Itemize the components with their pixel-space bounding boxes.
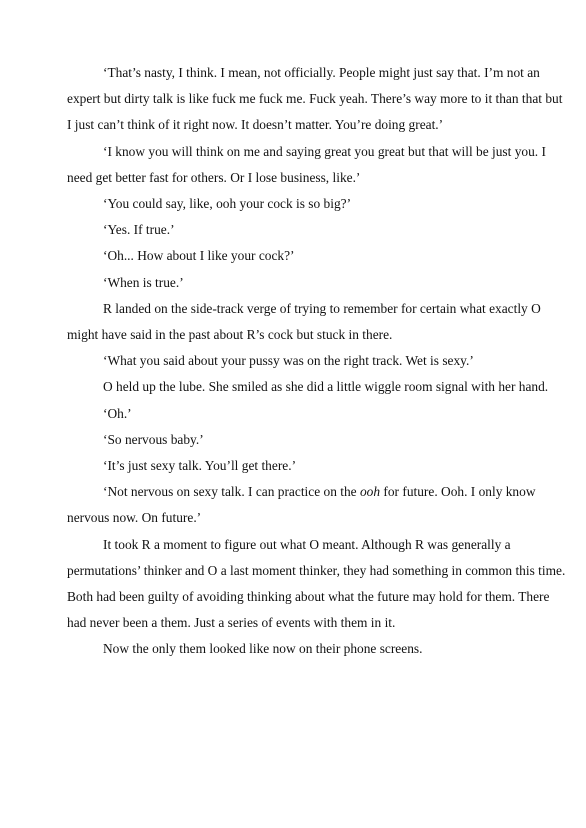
body-text [67,60,566,663]
text-line [67,479,536,505]
text-line: had never been a them. Just a series of events with them in it. [67,615,396,631]
text-line: ‘Yes. If true.’ [103,222,175,238]
text-line: ‘Oh.’ [103,405,132,421]
paragraph-1 [67,60,563,139]
paragraph-4 [67,217,519,243]
paragraph-8 [67,348,519,374]
paragraph-7 [67,296,541,348]
text-line: nervous now. On future.’ [67,510,202,526]
paragraph-12 [67,453,519,479]
text-line: ‘I know you will think on me and saying great you great but that will be just you. I [103,143,546,159]
text-line: ‘When is true.’ [103,274,184,290]
paragraph-9 [67,374,549,400]
text-line: ‘It’s just sexy talk. You’ll get there.’ [103,458,297,474]
paragraph-14 [67,532,566,637]
paragraph-11 [67,427,519,453]
text-segment: ‘Not nervous on sexy talk. I can practice on the [103,484,360,500]
text-line: ‘What you said about your pussy was on the right track. Wet is sexy.’ [103,353,474,369]
text-line: might have said in the past about R’s cock but stuck in there. [67,327,393,343]
text-line: ‘You could say, like, ooh your cock is so big?’ [103,196,352,212]
paragraph-10 [67,401,519,427]
text-line: expert but dirty talk is like fuck me fuck me. Fuck yeah. There’s way more to it than that but [67,91,563,107]
text-line: need get better fast for others. Or I lose business, like.’ [67,169,361,185]
text-line: Now the only them looked like now on their phone screens. [103,641,423,657]
text-line: It took R a moment to figure out what O meant. Although R was generally a [103,536,511,552]
paragraph-2 [67,139,546,191]
text-line: R landed on the side-track verge of trying to remember for certain what exactly O [103,300,541,316]
paragraph-15 [67,636,519,662]
text-line: ‘So nervous baby.’ [103,431,204,447]
text-line: permutations’ thinker and O a last moment thinker, they had something in common this time. [67,562,566,578]
text-line: O held up the lube. She smiled as she did a little wiggle room signal with her hand. [103,379,549,395]
text-line: Both had been guilty of avoiding thinking about what the future may hold for them. There [67,589,550,605]
paragraph-6 [67,270,519,296]
emphasis-text: ooh [359,484,381,500]
text-line: ‘Oh... How about I like your cock?’ [103,248,295,264]
paragraph-5 [67,243,519,269]
text-segment: for future. Ooh. I only know [380,484,536,500]
paragraph-13 [67,479,536,531]
paragraph-3 [67,191,519,217]
text-line: I just can’t think of it right now. It doesn’t matter. You’re doing great.’ [67,117,444,133]
text-line: ‘That’s nasty, I think. I mean, not officially. People might just say that. I’m not an [103,65,540,80]
